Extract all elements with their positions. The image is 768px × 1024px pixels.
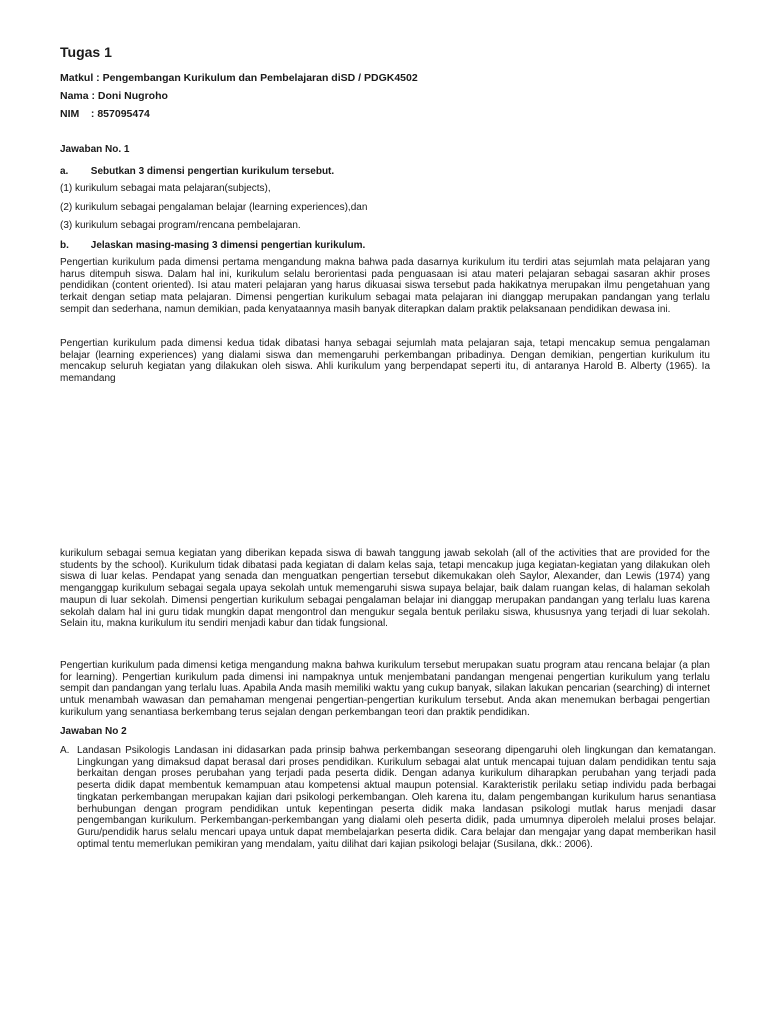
question-b-label: b.	[60, 240, 69, 251]
answer-2-item	[60, 745, 716, 850]
paragraph-dimension-2: Pengertian kurikulum pada dimensi kedua tidak dibatasi hanya sebagai sejumlah mata pelajaran saja, tetapi mencakup semua pengalaman belajar (learning experiences) yang dialami siswa dan memengaruhi perkembangan pribadinya. Dengan demikian, pengertian kurikulum itu mencakup seluruh kegiatan yang dilakukan oleh siswa. Ahli kurikulum yang berpendapat seperti itu, di antaranya Harold B. Alberty (1965). Ia memandang	[60, 338, 710, 385]
answer-2-item-label: A.	[60, 745, 70, 756]
question-b-text: Jelaskan masing-masing 3 dimensi pengertian kurikulum.	[90, 240, 366, 251]
list-item: (1) kurikulum sebagai mata pelajaran(subjects),	[60, 183, 271, 194]
answer-1-heading: Jawaban No. 1	[60, 144, 130, 155]
list-item: (2) kurikulum sebagai pengalaman belajar (learning experiences),dan	[60, 202, 368, 213]
student-id	[60, 108, 150, 120]
paragraph-dimension-3: Pengertian kurikulum pada dimensi ketiga mengandung makna bahwa kurikulum tersebut merupakan suatu program atau rencana belajar (a plan for learning). Pengertian kurikulum pada dimensi ini nampaknya untuk menjembatani pandangan mengenai pengertian kurikulum yang terlalu sempit dan pandangan yang terlalu luas. Apabila Anda masih memiliki waktu yang cukup banyak, silakan lakukan pencarian (searching) di internet untuk menambah wawasan dan pemahaman mengenai pengertian-pengertian kurikulum tersebut. Anda akan menemukan berbagai pengertian kurikulum yang senantiasa berkembang terus sejalan dengan perkembangan teori dan praktik pendidikan.	[60, 660, 710, 718]
student-name: Nama : Doni Nugroho	[60, 90, 168, 102]
paragraph-dimension-2-continued: kurikulum sebagai semua kegiatan yang diberikan kepada siswa di bawah tanggung jawab sekolah (all of the activities that are provided for the students by the school). Kurikulum tidak dibatasi pada kegiatan di dalam kelas saja, tetapi mencakup juga kegiatan-kegiatan yang dilakukan oleh siswa di luar kelas. Pendapat yang senada dan menguatkan pengertian tersebut dikemukakan oleh Saylor, Alexander, dan Lewis (1974) yang menganggap kurikulum sebagai segala upaya sekolah untuk memengaruhi siswa supaya belajar, baik dalam ruangan kelas, di halaman sekolah maupun di luar sekolah. Dimensi pengertian kurikulum sebagai pengalaman belajar ini dianggap merupakan pandangan yang terlalu luas karena sekolah dalam hal ini guru tidak mungkin dapat mengontrol dan mengukur segala bentuk perilaku siswa, khususnya yang terjadi di luar sekolah. Selain itu, makna kurikulum itu sendiri menjadi kabur dan tidak fungsional.	[60, 548, 710, 630]
list-item: (3) kurikulum sebagai program/rencana pembelajaran.	[60, 220, 301, 231]
document-title: Tugas 1	[60, 44, 112, 60]
question-a-label: a.	[60, 166, 69, 177]
answer-2-heading: Jawaban No 2	[60, 726, 127, 737]
paragraph-dimension-1: Pengertian kurikulum pada dimensi pertama mengandung makna bahwa pada dasarnya kurikulum itu terdiri atas sejumlah mata pelajaran yang harus ditempuh siswa. Dalam hal ini, kurikulum selalu berorientasi pada penguasaan isi atau materi pelajaran sebagai sasaran akhir proses pendidikan (content oriented). Isi atau materi pelajaran yang harus dikuasai siswa tersebut pada hakikatnya merupakan ilmu pengetahuan yang terkait dengan setiap mata pelajaran. Dimensi pengertian kurikulum sebagai mata pelajaran ini dianggap merupakan pandangan yang terlalu sempit dan sederhana, namun demikian, pada kenyataannya masih banyak diterapkan dalam praktik pelaksanaan pendidikan dewasa ini.	[60, 257, 710, 315]
nim-value: : 857095474	[90, 108, 150, 120]
course-info: Matkul : Pengembangan Kurikulum dan Pembelajaran diSD / PDGK4502	[60, 72, 418, 84]
question-a	[60, 166, 334, 177]
nim-label: NIM	[60, 108, 80, 120]
question-b	[60, 240, 365, 251]
question-a-text: Sebutkan 3 dimensi pengertian kurikulum tersebut.	[90, 166, 335, 177]
answer-2-item-text: Landasan Psikologis Landasan ini didasarkan pada prinsip bahwa perkembangan seseorang dipengaruhi oleh lingkungan dan kematangan. Lingkungan yang dimaksud dapat berasal dari proses pendidikan. Kurikulum sebagai alat untuk mencapai tujuan dalam pendidikan tentu saja berkaitan dengan proses perubahan yang terjadi pada peserta didik. Dengan adanya kurikulum diharapkan perubahan yang terjadi pada peserta didik dapat membentuk kemampuan atau kompetensi aktual maupun potensial. Karakteristik perilaku setiap individu pada berbagai tingkatan perkembangan merupakan kajian dari psikologi perkembangan. Oleh karena itu, dalam pengembangan kurikulum harus senantiasa berhubungan dengan program pendidikan untuk kepentingan peserta didik maka landasan psikologi mutlak harus menjadi dasar pengembangan kurikulum. Perkembangan-perkembangan yang dialami oleh peserta didik, pada umumnya diperoleh melalui proses belajar. Guru/pendidik harus selalu mencari upaya untuk dapat membelajarkan peserta didik. Cara belajar dan mengajar yang dapat memberikan hasil optimal tentu memerlukan pemikiran yang mendalam, yaitu dilihat dari kajian psikologi belajar (Susilana, dkk.: 2006).	[77, 745, 716, 850]
